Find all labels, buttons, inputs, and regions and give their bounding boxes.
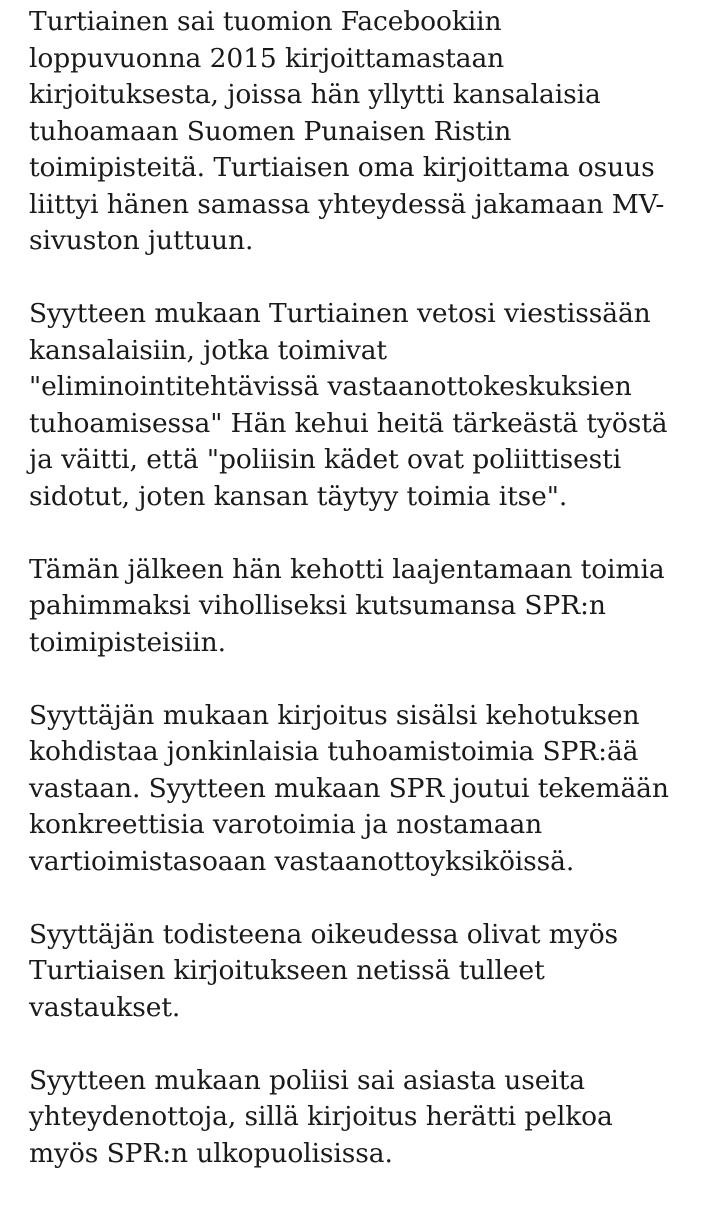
paragraph-3 — [29, 552, 699, 662]
text-line: Tämän jälkeen hän kehotti laajentamaan toimia — [29, 553, 665, 585]
text-line: vastaan. Syytteen mukaan SPR joutui tekemään — [29, 772, 669, 804]
text-line: Syyttäjän todisteena oikeudessa olivat myös — [29, 918, 619, 950]
text-line: liittyi hänen samassa yhteydessä jakamaan MV- — [29, 188, 665, 220]
text-line: toimipisteisiin. — [29, 626, 226, 658]
paragraph-4 — [29, 698, 699, 881]
text-line: "eliminointitehtävissä vastaanottokeskuksien — [29, 371, 632, 402]
text-line: loppuvuonna 2015 kirjoittamastaan — [29, 42, 505, 74]
text-line: sivuston juttuun. — [29, 225, 254, 256]
text-line: pahimmaksi viholliseksi kutsumansa SPR:n — [29, 590, 606, 621]
text-line: Turtiainen sai tuomion Facebookiin — [29, 6, 502, 37]
paragraph-1 — [29, 4, 699, 260]
text-line: vastaukset. — [29, 991, 181, 1023]
text-line: ja väitti, että "poliisin kädet ovat poliittisesti — [29, 444, 622, 475]
paragraph-2 — [29, 296, 699, 515]
text-line: tuhoamisessa" Hän kehui heitä tärkeästä työstä — [29, 407, 668, 439]
text-line: Turtiaisen kirjoitukseen netissä tulleet — [29, 955, 545, 986]
text-line: tuhoamaan Suomen Punaisen Ristin — [29, 115, 512, 147]
text-line: myös SPR:n ulkopuolisissa. — [29, 1137, 393, 1169]
text-line: yhteydenottoja, sillä kirjoitus herätti pelkoa — [29, 1101, 613, 1132]
article-body — [29, 4, 699, 1209]
text-line: sidotut, joten kansan täytyy toimia itse". — [29, 480, 568, 512]
text-line: Syytteen mukaan poliisi sai asiasta useita — [29, 1064, 585, 1096]
paragraph-5 — [29, 917, 699, 1027]
text-line: konkreettisia varotoimia ja nostamaan — [29, 809, 543, 840]
text-line: toimipisteitä. Turtiaisen oma kirjoittama osuus — [29, 152, 655, 183]
paragraph-6 — [29, 1063, 699, 1173]
text-line: Syyttäjän mukaan kirjoitus sisälsi kehotuksen — [29, 699, 640, 731]
text-line: kohdistaa jonkinlaisia tuhoamistoimia SPR:ää — [29, 736, 639, 767]
text-line: kansalaisiin, jotka toimivat — [29, 334, 387, 366]
text-line: vartioimistasoaan vastaanottoyksiköissä. — [29, 845, 575, 877]
text-line: kirjoituksesta, joissa hän yllytti kansalaisia — [29, 79, 601, 110]
text-line: Syytteen mukaan Turtiainen vetosi viestissään — [29, 298, 651, 329]
